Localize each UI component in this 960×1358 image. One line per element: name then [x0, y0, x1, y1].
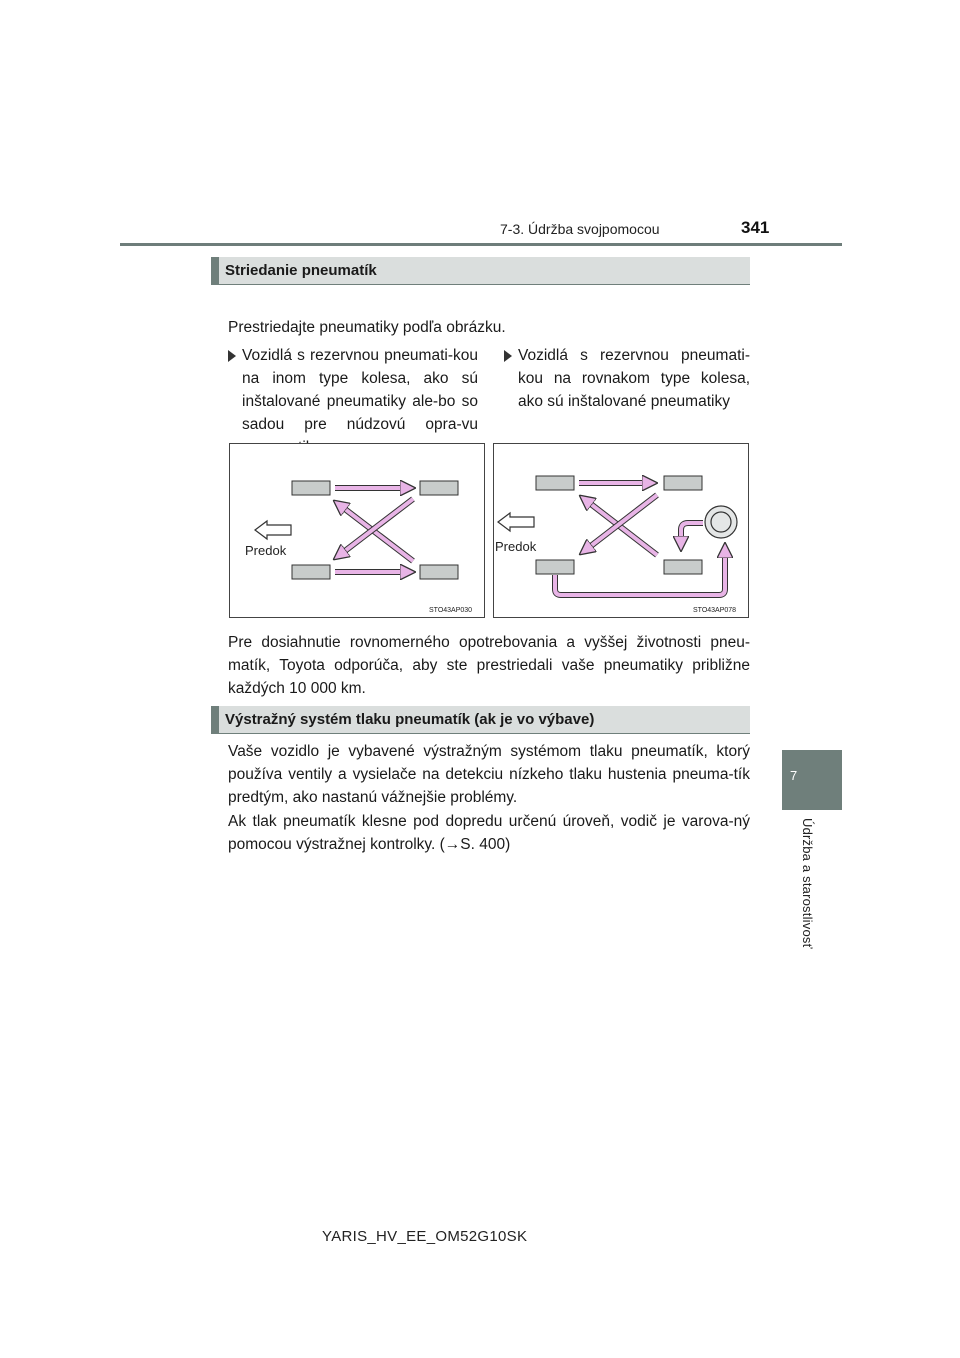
tire-front-left [536, 476, 574, 490]
tire-front-left [292, 481, 330, 495]
bullet-right [518, 344, 750, 413]
tire-rear-left [292, 565, 330, 579]
intro-paragraph: Prestriedajte pneumatiky podľa obrázku. [228, 319, 506, 336]
bullet-right-text: Vozidlá s rezervnou pneumati-kou na rovnakom type kolesa, ako sú inštalované pneumatiky [518, 347, 750, 410]
bullet-left [242, 344, 478, 459]
tire-rotation-figures [229, 443, 749, 618]
header-divider [120, 243, 842, 246]
tire-rear-left [536, 560, 574, 574]
tire-front-right [420, 481, 458, 495]
figure-right-code: STO43AP078 [693, 607, 737, 614]
chapter-tab [782, 750, 842, 810]
tire-front-right [664, 476, 702, 490]
figure-right-front-label: Predok [495, 539, 537, 554]
section-heading-text: Striedanie pneumatík [225, 262, 377, 279]
tire-rotation-diagram [229, 443, 749, 618]
tire-rear-right [420, 565, 458, 579]
bullet-triangle-icon [504, 350, 512, 362]
figure-left-panel [230, 444, 485, 618]
bullet-left-text: Vozidlá s rezervnou pneumati-kou na inom type kolesa, ako sú inštalované pneumatiky ale-bo so sadou pre núdzovú opra-vu [242, 347, 478, 433]
figure-right-panel [494, 444, 749, 618]
tpws-paragraph-2: Ak tlak pneumatík klesne pod dopredu určenú úroveň, vodič je varova-ný pomocou výstražnej kontrolky. (→S. 400) [228, 813, 750, 853]
rotation-body-paragraph: Pre dosiahnutie rovnomerného opotrebovania a vyššej životnosti pneu-matík, Toyota odporúča, aby ste prestriedali vaše pneumatiky približne každých 10 000 km. [228, 634, 750, 697]
tire-rear-right [664, 560, 702, 574]
page-number: 341 [741, 218, 770, 237]
section-heading-tpws [211, 706, 750, 734]
header-section-title: 7-3. Údržba svojpomocou [500, 221, 660, 237]
chapter-number: 7 [790, 768, 798, 783]
document-code: YARIS_HV_EE_OM52G10SK [322, 1228, 528, 1245]
figure-left-code: STO43AP030 [429, 607, 473, 614]
section-heading-tire-rotation [211, 257, 750, 285]
tpws-paragraph-1: Vaše vozidlo je vybavené výstražným systémom tlaku pneumatík, ktorý používa ventily a vysielače na detekciu nízkeho tlaku hustenia pneuma-tík predtým, ako nastanú vážnejšie problémy. [228, 743, 750, 806]
chapter-title: Údržba a starostlivosť [800, 818, 815, 949]
section-heading-text: Výstražný systém tlaku pneumatík (ak je vo výbave) [225, 711, 595, 728]
figure-left-front-label: Predok [245, 543, 287, 558]
bullet-triangle-icon [228, 350, 236, 362]
